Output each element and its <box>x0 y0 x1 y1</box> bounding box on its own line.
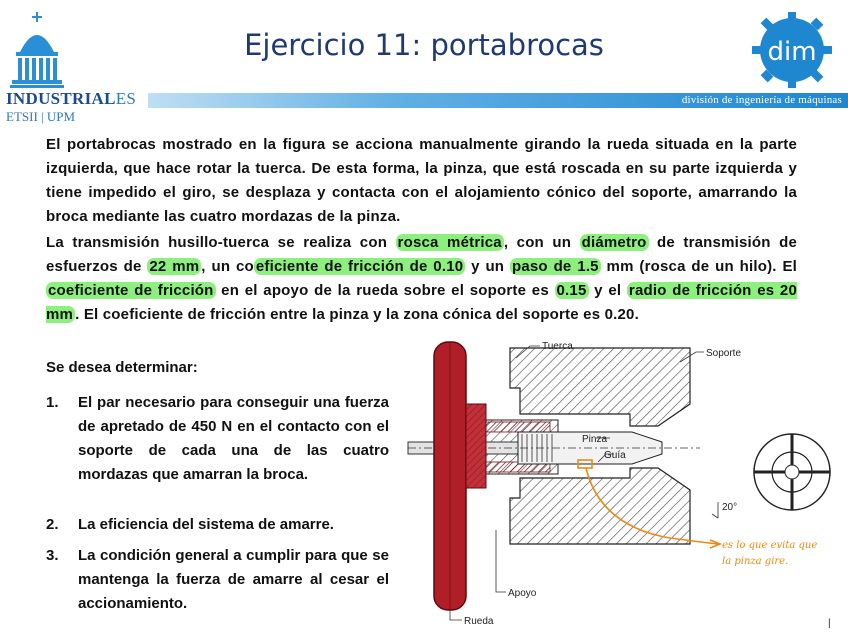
collet-end-view <box>754 434 830 510</box>
dim-logo <box>746 8 838 92</box>
p2-text: de transmisión de esfuerzos de <box>46 234 797 275</box>
highlight-22mm: 22 mm <box>149 258 200 275</box>
question-number: 1. <box>46 394 59 411</box>
industriales-logo-text <box>6 89 136 109</box>
highlight-radio: radio de fricción es 20 mm <box>46 282 798 323</box>
logo-text-main: INDUSTRIAL <box>6 89 116 108</box>
highlight-diametro: diámetro <box>581 234 647 251</box>
question-number: 3. <box>46 547 59 564</box>
p2-text: en el apoyo de la rueda sobre el soporte es <box>215 282 555 299</box>
page-title: Ejercicio 11: portabrocas <box>244 28 604 62</box>
label-angle: 20° <box>722 502 738 513</box>
p2-text: , un co <box>201 258 254 275</box>
label-rueda: Rueda <box>464 616 494 627</box>
highlight-015: 0.15 <box>556 282 587 299</box>
etsii-upm-label: ETSII | UPM <box>6 109 76 124</box>
p2-text: y el <box>588 282 627 299</box>
highlight-friccion-010: eficiente de fricción de 0.10 <box>255 258 464 275</box>
soporte-body-bottom <box>510 468 690 544</box>
p2-text: y un <box>465 258 510 275</box>
page-mark: | <box>828 618 831 629</box>
handwritten-note-line1: es lo que evita que <box>722 540 818 551</box>
question-text: La eficiencia del sistema de amarre. <box>78 516 334 533</box>
question-1 <box>46 391 389 487</box>
label-guia: Guía <box>604 450 626 461</box>
logo-text-suffix: ES <box>115 89 137 108</box>
dim-logo-text: dim <box>767 37 817 67</box>
question-intro: Se desea determinar: <box>46 359 198 376</box>
label-soporte: Soporte <box>706 348 742 359</box>
highlight-paso: paso de 1.5 <box>511 258 599 275</box>
label-apoyo: Apoyo <box>508 588 537 599</box>
question-text: La condición general a cumplir para que se mantenga la fuerza de amarre al cesar el accionamiento. <box>78 547 389 612</box>
question-3 <box>46 544 389 616</box>
intro-paragraph: El portabrocas mostrado en la figura se acciona manualmente girando la rueda situada en la parte izquierda, que hace rotar la tuerca. De esta forma, la pinza, que está roscada en su parte izquierda y tiene impedido el giro, se desplaza y contacta con el alojamiento cónico del soporte, amarrando la broca mediante las cuatro mordazas de la pinza. <box>46 136 797 225</box>
p2-text: , con un <box>503 234 580 251</box>
question-text: El par necesario para conseguir una fuerza de apretado de 450 N en el contacto con el soporte de cada una de las cuatro mordazas que amarran la broca. <box>78 394 389 483</box>
highlight-rosca: rosca métrica <box>397 234 502 251</box>
p2-text: mm (rosca de un hilo). El <box>600 258 798 275</box>
department-label: división de ingeniería de máquinas <box>681 94 842 106</box>
handwritten-note-line2: la pinza gire. <box>722 556 789 567</box>
drill-chuck-figure <box>400 334 840 630</box>
p2-text: La transmisión husillo-tuerca se realiza con <box>46 234 396 251</box>
soporte-body-top <box>510 348 690 426</box>
tuerca-thread-top <box>486 422 550 432</box>
highlight-coef-friccion: coeficiente de fricción <box>48 282 214 299</box>
question-number: 2. <box>46 516 59 533</box>
label-pinza: Pinza <box>582 434 608 445</box>
transmission-paragraph <box>46 231 797 327</box>
label-tuerca: Tuerca <box>542 341 573 352</box>
question-2 <box>46 513 389 537</box>
p2-text: . El coeficiente de fricción entre la pinza y la zona cónica del soporte es 0.20. <box>75 306 639 323</box>
